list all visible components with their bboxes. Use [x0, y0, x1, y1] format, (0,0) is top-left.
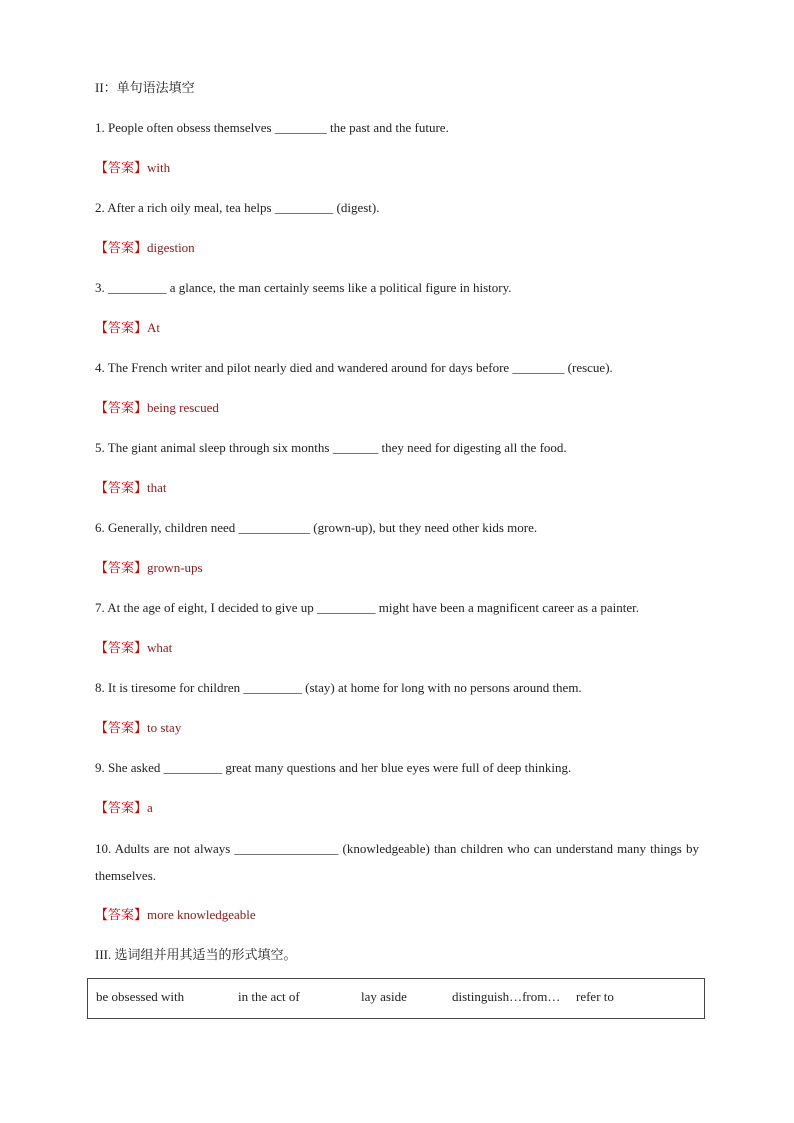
- answer-5: [95, 479, 167, 497]
- answer-8: [95, 719, 181, 737]
- answer-text: to stay: [147, 720, 182, 735]
- answer-1: [95, 159, 170, 177]
- question-8: 8. It is tiresome for children _________ (stay) at home for long with no persons around them.: [95, 680, 582, 695]
- question-2: 2. After a rich oily meal, tea helps _________ (digest).: [95, 200, 380, 215]
- answer-label: 【答案】: [95, 160, 148, 175]
- answer-2: [95, 239, 195, 257]
- question-3: 3. _________ a glance, the man certainly seems like a political figure in history.: [95, 280, 512, 295]
- answer-text: At: [147, 320, 161, 335]
- answer-text: being rescued: [147, 400, 219, 415]
- section-title: II：单句语法填空: [95, 80, 195, 95]
- question-5: 5. The giant animal sleep through six months _______ they need for digesting all the food.: [95, 440, 567, 455]
- answer-6: [95, 559, 203, 577]
- answer-text: grown-ups: [147, 560, 203, 575]
- question-9: 9. She asked _________ great many questions and her blue eyes were full of deep thinking.: [95, 760, 572, 775]
- phrase-box: [87, 978, 705, 1019]
- question-7: 7. At the age of eight, I decided to give up _________ might have been a magnificent career as a painter.: [95, 600, 640, 615]
- answer-text: what: [147, 640, 173, 655]
- answer-text: with: [147, 160, 171, 175]
- answer-text: that: [147, 480, 167, 495]
- answer-label: 【答案】: [95, 640, 148, 655]
- answer-label: 【答案】: [95, 240, 148, 255]
- phrase-item: refer to: [576, 989, 614, 1004]
- question-10: 10. Adults are not always ________________ (knowledgeable) than children who can understand many things by themselves.: [95, 841, 699, 883]
- phrase-item: in the act of: [238, 989, 300, 1004]
- phrase-item: be obsessed with: [96, 989, 185, 1004]
- answer-label: 【答案】: [95, 400, 148, 415]
- answer-label: 【答案】: [95, 720, 148, 735]
- question-4: 4. The French writer and pilot nearly died and wandered around for days before ________ (rescue).: [95, 360, 613, 375]
- answer-label: 【答案】: [95, 480, 148, 495]
- question-1: 1. People often obsess themselves ________ the past and the future.: [95, 120, 449, 135]
- answer-10: [95, 906, 256, 924]
- answer-9: [95, 799, 153, 817]
- question-6: 6. Generally, children need ___________ (grown-up), but they need other kids more.: [95, 520, 538, 535]
- answer-label: 【答案】: [95, 560, 148, 575]
- answer-text: digestion: [147, 240, 195, 255]
- section-title: III. 选词组并用其适当的形式填空。: [95, 947, 297, 962]
- answer-text: a: [147, 800, 153, 815]
- answer-label: 【答案】: [95, 800, 148, 815]
- phrase-item: lay aside: [361, 989, 407, 1004]
- answer-label: 【答案】: [95, 320, 148, 335]
- answer-3: [95, 319, 160, 337]
- answer-label: 【答案】: [95, 907, 148, 922]
- answer-text: more knowledgeable: [147, 907, 256, 922]
- phrase-item: distinguish…from…: [452, 989, 561, 1004]
- answer-7: [95, 639, 172, 657]
- answer-4: [95, 399, 219, 417]
